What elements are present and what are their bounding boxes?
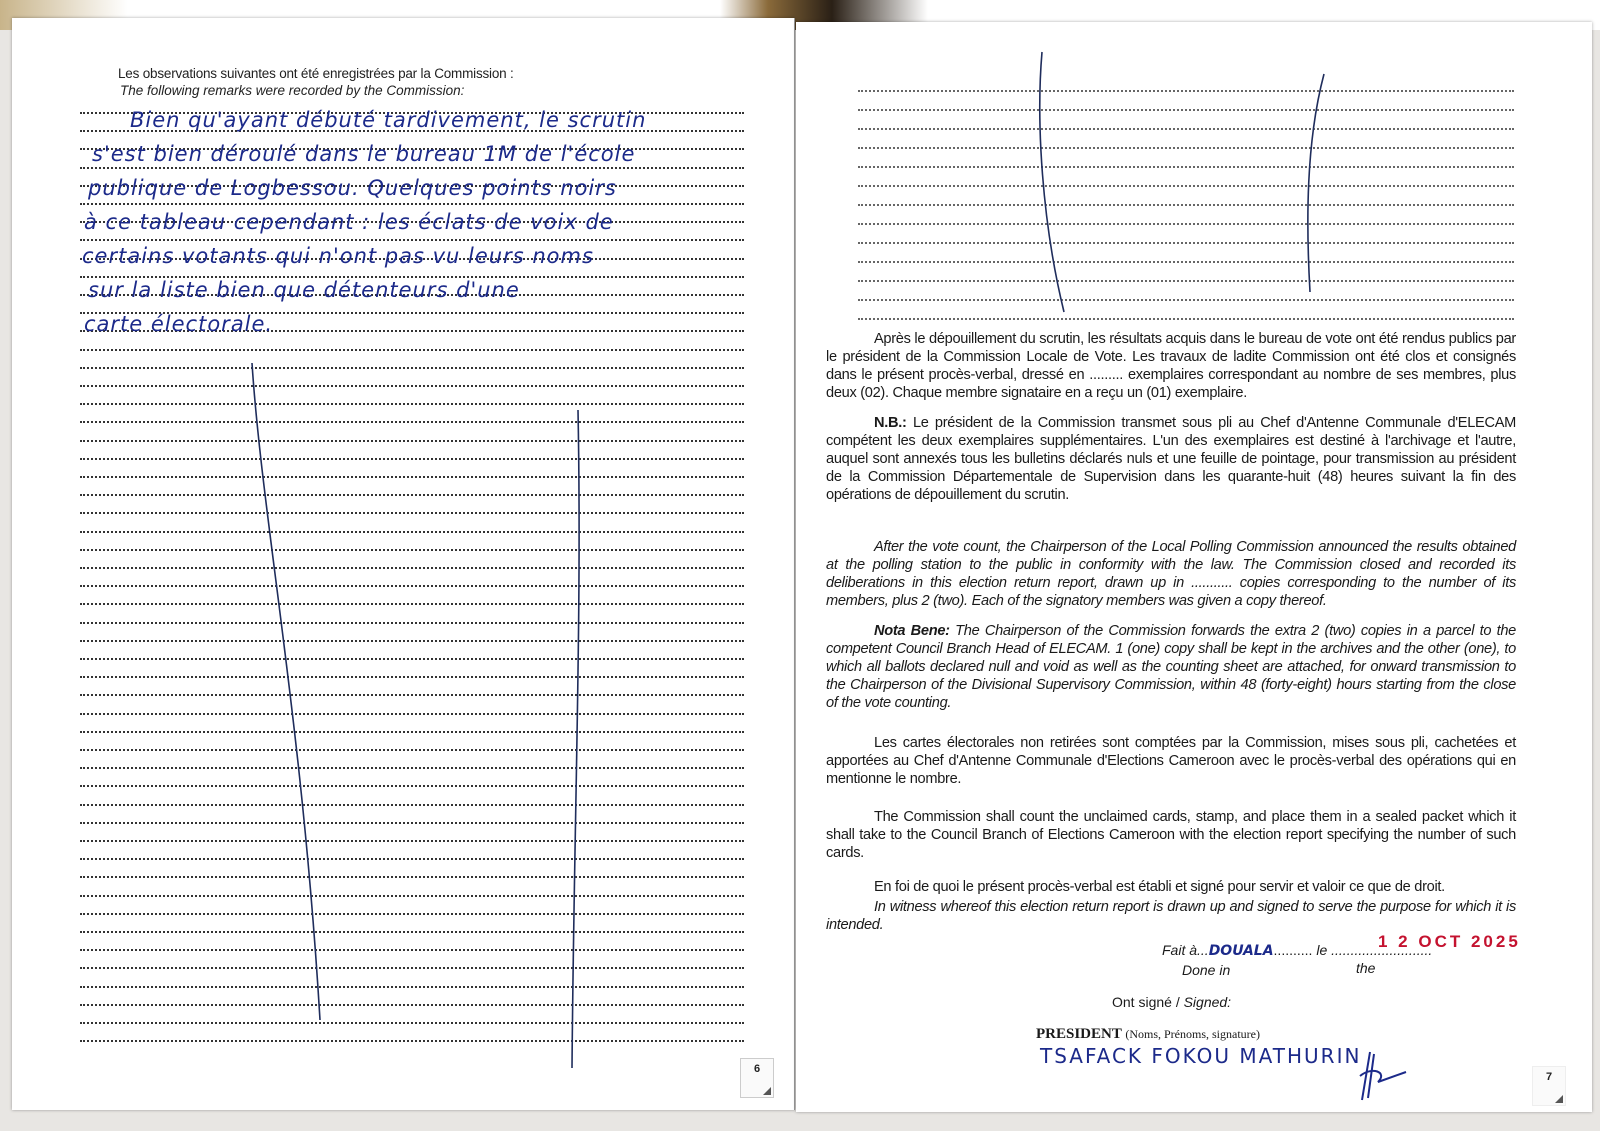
handwritten-line: certains votants qui n'ont pas vu leurs noms: [82, 244, 594, 268]
cards-paragraph-fr: Les cartes électorales non retirées sont comptées par la Commission, mises sous pli, cachetées et apportées au Chef d'Antenne Communale d'Elections Cameroon avec le procès-verbal des opérations qui en mentionne le nombre.: [826, 735, 1516, 787]
place-value: DOUALA: [1208, 943, 1274, 959]
right-page: [796, 22, 1592, 1112]
witness-paragraph-en: In witness whereof this election return report is drawn up and signed to serve the purpose for which it is intended.: [826, 899, 1516, 933]
remarks-header-en: The following remarks were recorded by the Commission:: [120, 83, 465, 98]
strike-through-lines: [12, 18, 794, 1110]
handwritten-line: s'est bien déroulé dans le bureau 1M de l'école: [92, 142, 636, 166]
handwritten-line: Bien qu'ayant débuté tardivement, le scrutin: [130, 108, 647, 132]
witness-paragraph-fr: En foi de quoi le présent procès-verbal est établi et signé pour servir et valoir ce que de droit.: [874, 879, 1445, 895]
page-number: 6: [740, 1058, 774, 1098]
signature-scribble: [1352, 1042, 1412, 1102]
handwritten-line: carte électorale.: [84, 312, 274, 336]
president-name-handwritten: TSAFACK FOKOU MATHURIN: [1040, 1044, 1362, 1068]
the-label: the: [1356, 960, 1376, 976]
done-in-label: Done in: [1182, 962, 1231, 978]
strike-through-lines: [796, 22, 1592, 322]
handwritten-line: publique de Logbessou. Quelques points noirs: [88, 176, 617, 200]
left-page: [12, 18, 795, 1110]
nota-bene-paragraph-en: Nota Bene: The Chairperson of the Commission forwards the extra 2 (two) copies in a parcel to the competent Council Branch Head of ELECAM. 1 (one) copy shall be kept in the archives and the other (one), to which all ballots declared null and void as well as the counting sheet are attached, for onward transmission to the Chairperson of the Divisional Supervisory Commission, within 48 (forty-eight) hours starting from the close of the vote counting.: [826, 623, 1516, 711]
results-paragraph-fr: Après le dépouillement du scrutin, les résultats acquis dans le bureau de vote ont été rendus publics par le président de la Commission Locale de Vote. Les travaux de ladite Commission ont été clos et consignés dans le présent procès-verbal, dressé en ......... exemplaires correspondant au nombre de ses membres, plus deux (02). Chaque membre signataire en a reçu un (01) exemplaire.: [826, 331, 1516, 401]
handwritten-line: à ce tableau cependant : les éclats de voix de: [84, 210, 614, 234]
president-label: PRESIDENT (Noms, Prénoms, signature): [1036, 1026, 1260, 1042]
results-paragraph-en: After the vote count, the Chairperson of the Local Polling Commission announced the results obtained at the polling station to the public in conformity with the law. The Commission closed and recorded its deliberations in this election return report, drawn up in ........... copies corresponding to the number of its members, plus 2 (two). Each of the signatory members was given a copy thereof.: [826, 539, 1516, 609]
remarks-header-fr: Les observations suivantes ont été enregistrées par la Commission :: [118, 66, 514, 81]
nb-paragraph-fr: N.B.: Le président de la Commission transmet sous pli au Chef d'Antenne Communale d'ELECAM compétent les deux exemplaires supplémentaires. L'un des exemplaires est destiné à l'archivage et l'autre, auquel sont annexés tous les bulletins déclarés nuls et une feuille de pointage, pour transmission au président de la Commission Départementale de Supervision dans les quarante-huit (48) heures suivant la fin des opérations de dépouillement du scrutin.: [826, 415, 1516, 503]
cards-paragraph-en: The Commission shall count the unclaimed cards, stamp, and place them in a sealed packet which it shall take to the Council Branch of Elections Cameroon with the election report specifying the number of such cards.: [826, 809, 1516, 861]
signed-label: Ont signé / Signed:: [1112, 994, 1232, 1010]
handwritten-line: sur la liste bien que détenteurs d'une: [88, 278, 520, 302]
page-number: 7: [1532, 1066, 1566, 1106]
date-stamp: 1 2 OCT 2025: [1378, 932, 1521, 951]
place-date-line: Fait à...DOUALA.......... le ..........................: [1162, 942, 1433, 959]
